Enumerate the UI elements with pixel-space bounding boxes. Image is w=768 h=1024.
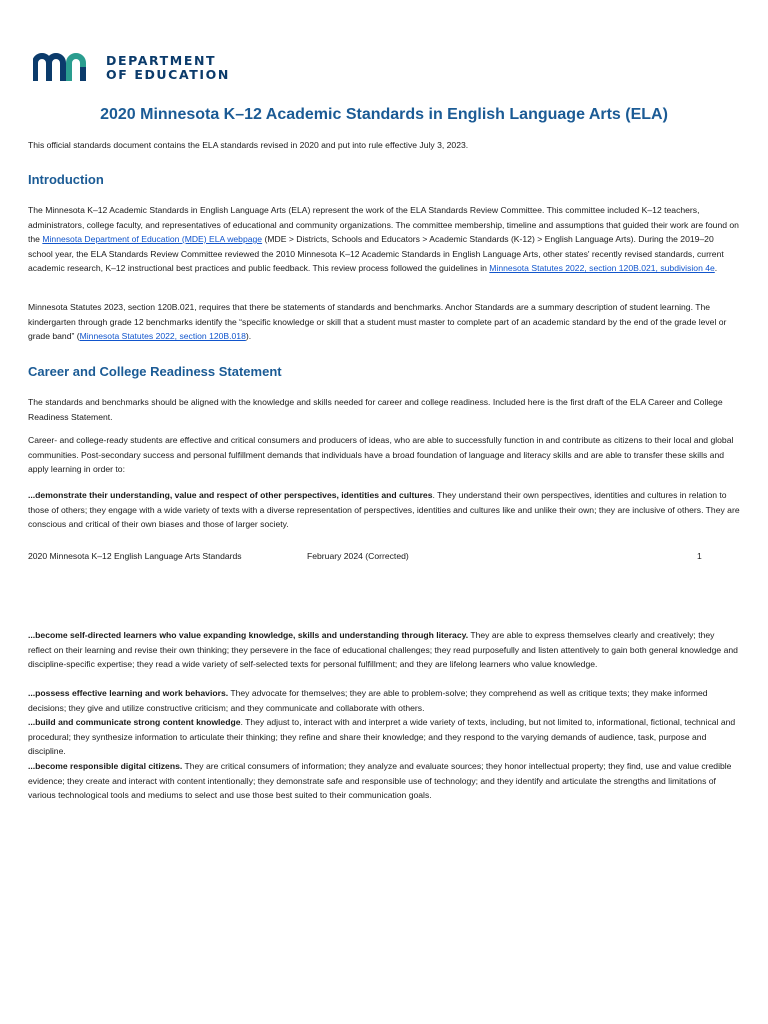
statute-120b021-link[interactable]: Minnesota Statutes 2022, section 120B.021, subdivision 4e <box>489 263 715 273</box>
logo-text-line2: OF EDUCATION <box>106 67 230 82</box>
statute-120b018-link[interactable]: Minnesota Statutes 2022, section 120B.018 <box>79 331 246 341</box>
footer-page-number: 1 <box>697 551 702 561</box>
bold-lead: ...demonstrate their understanding, value and respect of other perspectives, identities and cultures <box>28 490 433 500</box>
intro-line: This official standards document contains the ELA standards revised in 2020 and put into rule effective July 3, 2023. <box>28 140 469 150</box>
bold-lead: ...build and communicate strong content knowledge <box>28 717 241 727</box>
ccr-item-content-knowledge <box>28 715 740 759</box>
text-span: The Minnesota K–12 Academic Standards in English Language Arts (ELA) represent the work of the ELA Standards Review Committee. This committee included K–12 teachers, administrators, college faculty, and representatives of educational and community organizations. The committee membership, timeline and assumptions that guided their work are found on the <box>28 205 739 244</box>
text-span: ). <box>245 331 252 341</box>
text-span: They are critical consumers of information; they analyze and evaluate sources; they honor intellectual property; they find, use and value credible evidence; they create and interact with content intentionally; they demonstrate safe and responsible use of technology; and they identify and articulate the strengths and limitations of various technological tools and mediums to select and use those best suited to their communication goals. <box>28 761 732 800</box>
logo-text <box>106 54 230 82</box>
text-span: They are able to express themselves clearly and creatively; they reflect on their learning and revise their own thinking; they persevere in the face of educational challenges; they read purposefully and listen attentively to gain both general knowledge and discipline-specific expertise; they read a wide variety of self-selected texts for personal fulfillment; and they are lifelong learners who value knowledge. <box>28 630 738 669</box>
bold-lead: ...possess effective learning and work behaviors. <box>28 688 229 698</box>
career-paragraph-2: Career- and college-ready students are effective and critical consumers and producers of ideas, who are able to successfully function in and contribute as citizens to their local and global communities. Post-secondary success and personal fulfillment demands that individuals have a broad foundation of language and literacy skills and are able to transfer these skills and apply learning in order to: <box>28 435 734 474</box>
logo-text-line1: DEPARTMENT <box>106 53 217 68</box>
ccr-item-self-directed <box>28 628 740 672</box>
text-span: . They adjust to, interact with and interpret a wide variety of texts, including, but not limited to, informational, fictional, technical and procedural; they synthesize information to articulate their thinking; they refine and share their knowledge; and they respond to the varying demands of audience, task, purpose and discipline. <box>28 717 736 756</box>
introduction-heading: Introduction <box>28 172 104 187</box>
bold-lead: ...become self-directed learners who value expanding knowledge, skills and understanding through literacy. <box>28 630 469 640</box>
introduction-paragraph-1 <box>28 203 740 276</box>
text-span: They advocate for themselves; they are able to problem-solve; they comprehend as well as critique texts; they make informed decisions; they give and utilize constructive criticism; and they communicate and collaborate with others. <box>28 688 708 713</box>
ccr-item-learning-behaviors <box>28 686 740 715</box>
career-heading: Career and College Readiness Statement <box>28 364 282 379</box>
ccr-item-digital-citizens <box>28 759 740 803</box>
page-title: 2020 Minnesota K–12 Academic Standards in English Language Arts (ELA) <box>100 106 668 123</box>
footer-doc-title: 2020 Minnesota K–12 English Language Arts Standards <box>28 551 242 561</box>
career-paragraph-1: The standards and benchmarks should be aligned with the knowledge and skills needed for career and college readiness. Included here is the first draft of the ELA Career and College Readiness Statement. <box>28 397 723 422</box>
text-span: (MDE > Districts, Schools and Educators > Academic Standards (K-12) > English Language Arts). During the 2019–20 school year, the ELA Standards Review Committee reviewed the 2010 Minnesota K–12 Academic Standards in English Language Arts, other states' recently revised standards, current academic research, K–12 instructional best practices and public feedback. This review process followed the guidelines in <box>28 234 724 273</box>
page-footer <box>28 551 740 565</box>
career-paragraph-3 <box>28 488 740 532</box>
introduction-paragraph-2 <box>28 300 740 344</box>
bold-lead: ...become responsible digital citizens. <box>28 761 183 771</box>
footer-date: February 2024 (Corrected) <box>307 551 409 561</box>
text-span: . <box>714 263 718 273</box>
text-span: . They understand their own perspectives, identities and cultures in relation to those of others; they engage with a wide variety of texts with a diverse representation of perspectives, identities and cultures like and unlike their own; they are inclusive of others. They are conscious and critical of their own biases and those of larger society. <box>28 490 740 529</box>
text-span: Minnesota Statutes 2023, section 120B.021, requires that there be statements of standards and benchmarks. Anchor Standards are a summary description of student learning. The kindergarten through grade 12 benchmarks identify the “specific knowledge or skill that a student must master to complete part of an academic standard by the end of the grade level or grade band” ( <box>28 302 727 341</box>
mde-logo <box>33 53 230 83</box>
minnesota-logo-icon <box>33 53 99 83</box>
mde-ela-webpage-link[interactable]: Minnesota Department of Education (MDE) ELA webpage <box>42 234 263 244</box>
